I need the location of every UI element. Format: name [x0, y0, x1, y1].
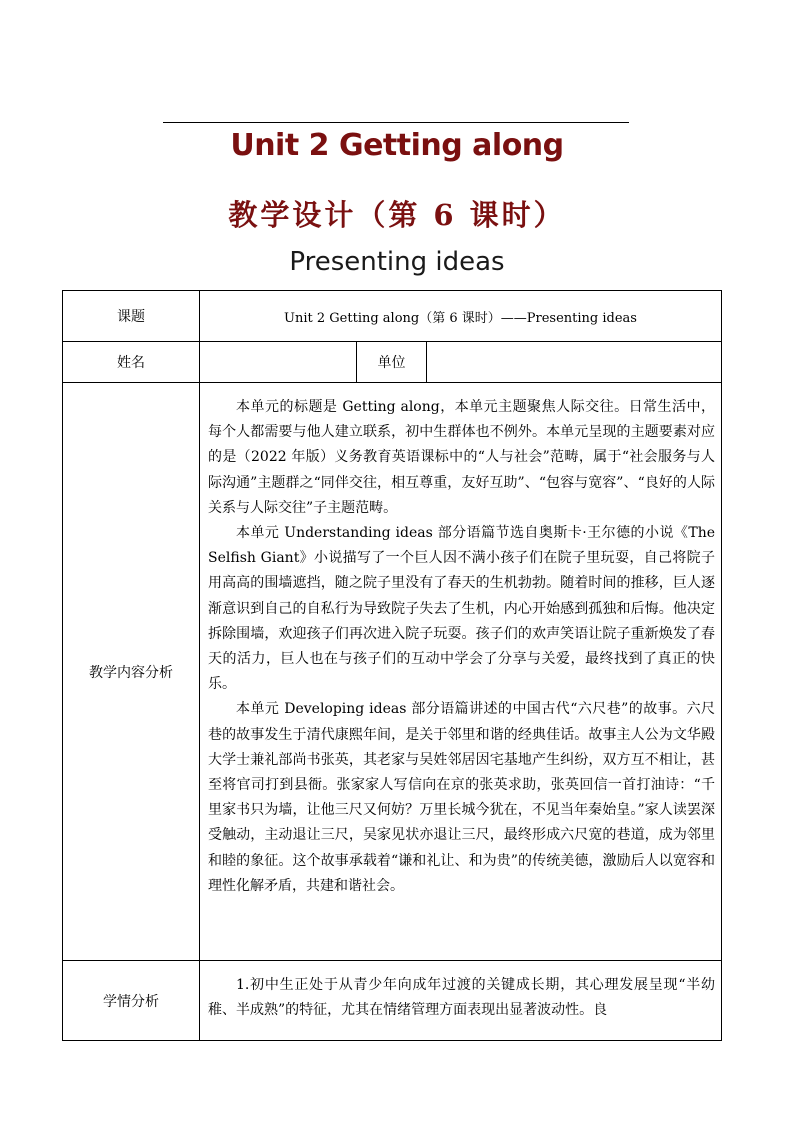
learner-analysis-label: 学情分析	[63, 961, 200, 1041]
learner-paragraph: 1.初中生正处于从青少年向成年过渡的关键成长期，其心理发展呈现“半幼稚、半成熟”的特征，尤其在情绪管理方面表现出显著波动性。良	[208, 977, 716, 1019]
topic-label: 课题	[63, 291, 200, 342]
content-paragraph: 本单元 Developing ideas 部分语篇讲述的中国古代“六尺巷”的故事。六尺巷的故事发生于清代康熙年间，是关于邻里和谐的经典佳话。故事主人公为文华殿大学士兼礼部尚书张英，其老家与吴姓邻居因宅基地产生纠纷，双方互不相让，甚至将官司打到县衙。张家家人写信向在京的张英求助，张英回信一首打油诗：“千里家书只为墙，让他三尺又何妨？万里长城今犹在，不见当年秦始皇。”家人读罢深受触动，主动退让三尺，吴家见状亦退让三尺，最终形成六尺宽的巷道，成为邻里和睦的象征。这个故事承载着“谦和礼让、和为贵”的传统美德，激励后人以宽容和理性化解矛盾，共建和谐社会。	[208, 701, 716, 894]
topic-value: Unit 2 Getting along（第 6 课时）——Presenting ideas	[200, 291, 722, 342]
unit-label: 单位	[357, 342, 427, 383]
design-subtitle: 教学设计（第 6 课时）	[228, 198, 566, 232]
lesson-plan-table	[62, 290, 722, 1041]
unit-title: Unit 2 Getting along	[230, 128, 564, 163]
learner-analysis-body	[200, 961, 722, 1041]
name-label: 姓名	[63, 342, 200, 383]
content-analysis-body	[200, 383, 722, 961]
lesson-title: Presenting ideas	[289, 247, 505, 277]
content-paragraph: 本单元的标题是 Getting along，本单元主题聚焦人际交往。日常生活中，每个人都需要与他人建立联系，初中生群体也不例外。本单元呈现的主题要素对应的是（2022 年版）义务教育英语课标中的“人与社会”范畴，属于“社会服务与人际沟通”主题群之“同伴交往，相互尊重，友好互助”、“包容与宽容”、“良好的人际关系与人际交往”子主题范畴。	[208, 399, 716, 516]
content-paragraph: 本单元 Understanding ideas 部分语篇节选自奥斯卡·王尔德的小说《The Selfish Giant》小说描写了一个巨人因不满小孩子们在院子里玩耍，自己将院子用高高的围墙遮挡，随之院子里没有了春天的生机勃勃。随着时间的推移，巨人逐渐意识到自己的自私行为导致院子失去了生机，内心开始感到孤独和后悔。他决定拆除围墙，欢迎孩子们再次进入院子玩耍。孩子们的欢声笑语让院子重新焕发了春天的活力，巨人也在与孩子们的互动中学会了分享与关爱，最终找到了真正的快乐。	[208, 525, 716, 693]
name-row	[63, 342, 722, 383]
header-rule	[163, 122, 629, 123]
topic-row	[63, 291, 722, 342]
content-analysis-label: 教学内容分析	[63, 383, 200, 961]
content-analysis-row	[63, 383, 722, 961]
learner-analysis-row	[63, 961, 722, 1041]
name-value	[200, 342, 357, 383]
unit-value	[427, 342, 722, 383]
